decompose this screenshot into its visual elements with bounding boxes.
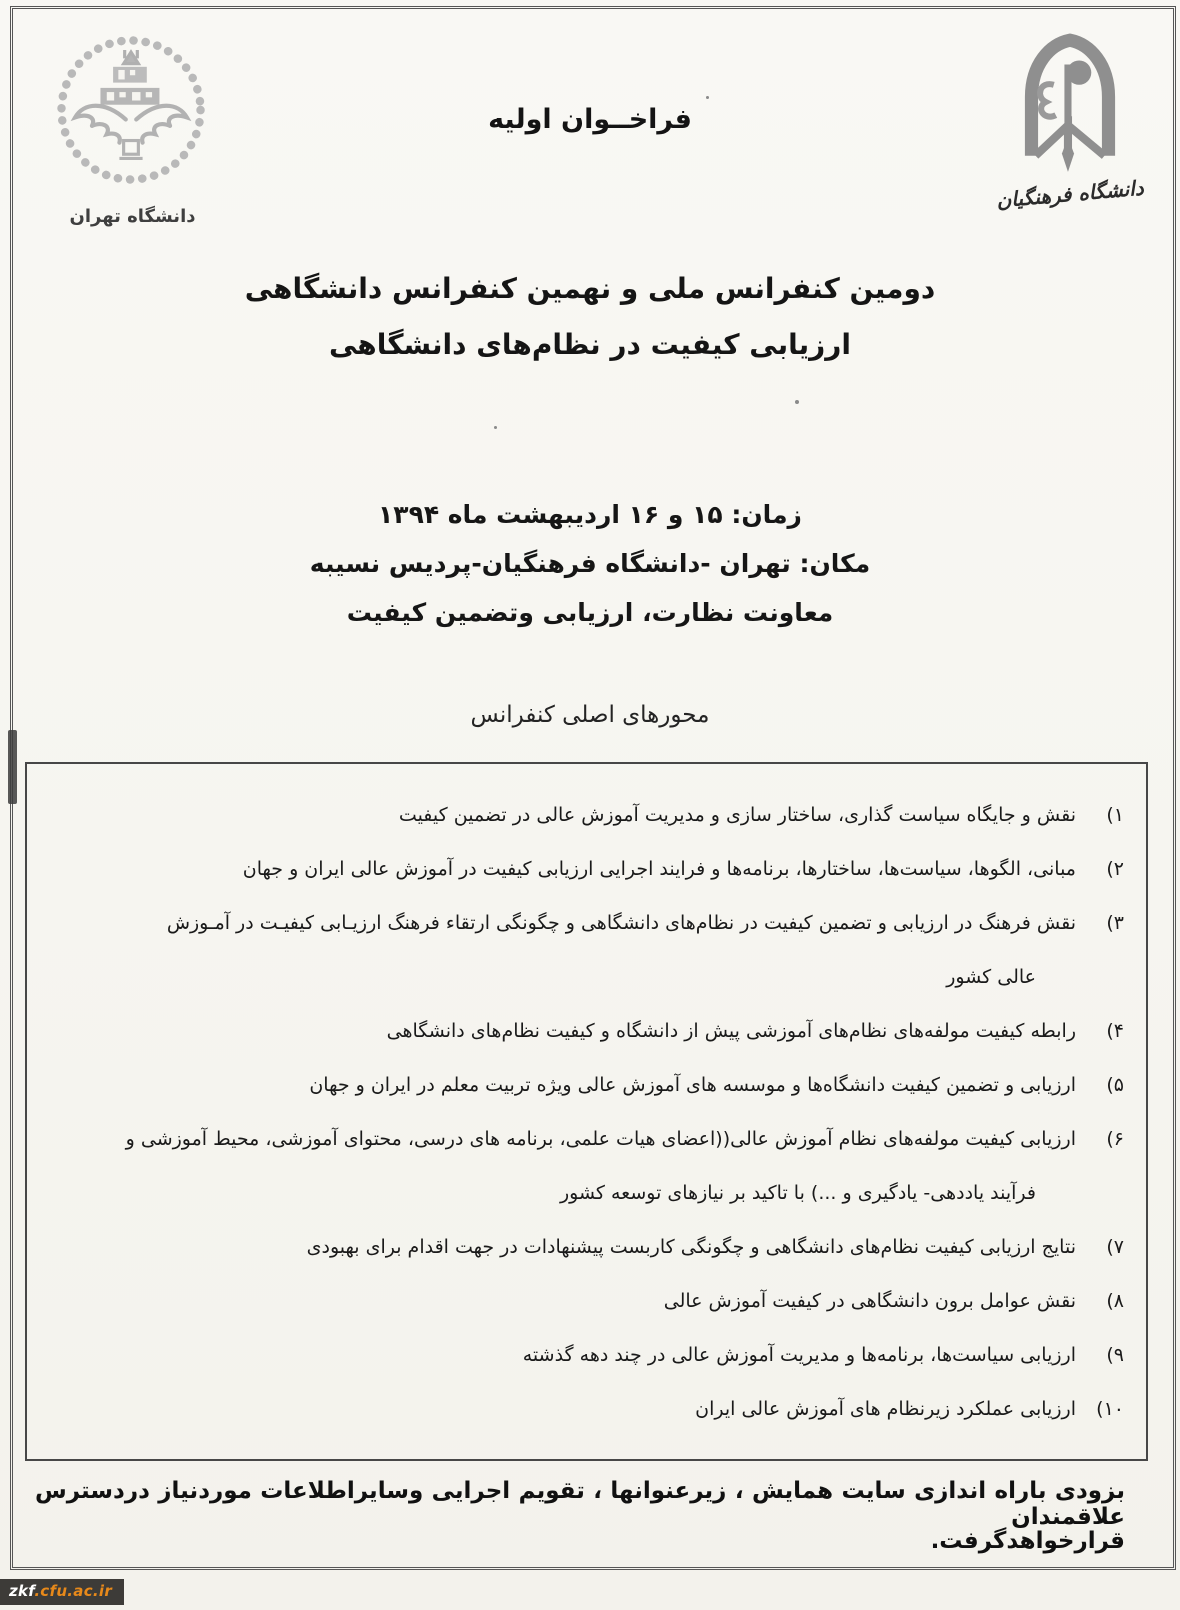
farhangian-university-caption: دانشگاه فرهنگیان [995,175,1145,213]
topic-number: ۴) [1106,1020,1124,1042]
event-time: زمان: ۱۵ و ۱۶ اردیبهشت ماه ۱۳۹۴ [378,500,802,529]
topic-number: ۷) [1106,1236,1124,1258]
watermark-prefix: zkf [9,1582,35,1600]
topic-item-5 [47,1058,1124,1112]
topic-text: نقش عوامل برون دانشگاهی در کیفیت آموزش عالی [663,1290,1076,1312]
scan-speck [706,96,709,99]
topic-text-continuation: فرآیند یاددهی- یادگیری و ...) با تاکید بر نیازهای توسعه کشور [559,1182,1036,1204]
topic-item-8 [47,1274,1124,1328]
topic-text: ارزیابی سیاست‌ها، برنامه‌ها و مدیریت آموزش عالی در چند دهه گذشته [522,1344,1076,1366]
topic-text: نقش فرهنگ در ارزیابی و تضمین کیفیت در نظام‌های دانشگاهی و چگونگی ارتقاء فرهنگ ارزیـابی کیفیـت در آمـوزش [166,912,1076,934]
topic-number: ۸) [1106,1290,1124,1312]
scan-speck [795,400,799,404]
topic-number: ۱) [1106,804,1124,826]
topic-item-7 [47,1220,1124,1274]
topic-item-2 [47,842,1124,896]
topic-number: ۶) [1106,1128,1124,1150]
topic-number: ۲) [1106,858,1124,880]
conference-title-line1: دومین کنفرانس ملی و نهمین کنفرانس دانشگاهی [244,272,936,305]
topic-text: ارزیابی و تضمین کیفیت دانشگاه‌ها و موسسه های آموزش عالی ویژه تربیت معلم در ایران و جهان [309,1074,1076,1096]
event-place: مکان: تهران -دانشگاه فرهنگیان-پردیس نسیبه [309,549,871,578]
conference-title-line2: ارزیابی کیفیت در نظام‌های دانشگاهی [328,328,852,361]
scan-speck [494,426,497,429]
event-organizer: معاونت نظارت، ارزیابی وتضمین کیفیت [346,598,834,627]
topic-item-1 [47,788,1124,842]
topics-box [25,762,1148,1461]
topic-text: نتایج ارزیابی کیفیت نظام‌های دانشگاهی و چگونگی کاربست پیشنهادات در جهت اقدام برای بهبودی [306,1236,1076,1258]
footer-note-line2: قرارخواهدگرفت. [930,1528,1125,1554]
topic-number: ۳) [1106,912,1124,934]
topic-text-continuation: عالی کشور [946,966,1036,988]
scan-smudge [8,730,17,804]
topic-text: مبانی، الگوها، سیاست‌ها، ساختارها، برنامه‌ها و فرایند اجرایی ارزیابی کیفیت در آموزش عالی ایران و جهان [242,858,1076,880]
farhangian-university-logo-icon [995,26,1145,178]
topic-item-10 [47,1382,1124,1436]
topic-number: ۵) [1106,1074,1124,1096]
footer-note-line1: بزودی باراه اندازی سایت همایش ، زیرعنوانها ، تقویم اجرایی وسایراطلاعات موردنیاز دردسترس علاقمندان [35,1478,1125,1530]
topic-text: ارزیابی کیفیت مولفه‌های نظام آموزش عالی((اعضای هیات علمی، برنامه های درسی، محتوای آموزشی، محیط آموزشی و [125,1128,1076,1150]
watermark-suffix: .cfu.ac.ir [34,1582,113,1600]
topic-text: ارزیابی عملکرد زیرنظام های آموزش عالی ایران [695,1398,1076,1420]
topic-item-6 [47,1112,1124,1220]
topic-text: رابطه کیفیت مولفه‌های نظام‌های آموزشی پیش از دانشگاه و کیفیت نظام‌های دانشگاهی [386,1020,1076,1042]
topic-number: ۱۰) [1096,1398,1124,1420]
topic-item-3 [47,896,1124,1004]
topic-item-9 [47,1328,1124,1382]
tehran-university-caption: دانشگاه تهران [69,206,196,227]
watermark-badge [0,1579,124,1605]
topic-number: ۹) [1106,1344,1124,1366]
initial-call-title: فراخــوان اولیه [488,104,692,135]
topic-text: نقش و جایگاه سیاست گذاری، ساختار سازی و مدیریت آموزش عالی در تضمین کیفیت [398,804,1076,826]
topic-item-4 [47,1004,1124,1058]
topics-heading: محورهای اصلی کنفرانس [470,702,710,728]
